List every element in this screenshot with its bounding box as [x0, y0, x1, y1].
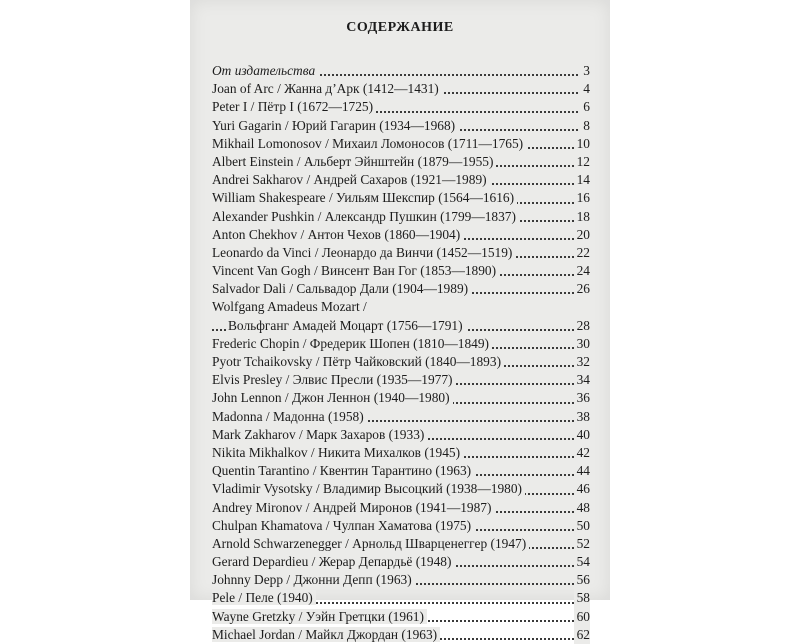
toc-entry-page-number: 56 — [574, 571, 590, 589]
toc-entry-title: От издательства — [212, 63, 318, 78]
toc-entry — [212, 535, 590, 553]
toc-entry — [212, 426, 590, 444]
toc-entry — [212, 208, 590, 226]
toc-entry — [212, 389, 590, 407]
toc-entry — [212, 335, 590, 353]
toc-entry — [212, 499, 590, 517]
toc-entry-title: Elvis Presley / Элвис Пресли (1935—1977) — [212, 372, 456, 387]
toc-entry — [212, 189, 590, 207]
toc-entry-title: Anton Chekhov / Антон Чехов (1860—1904) — [212, 227, 463, 242]
toc-entry-title: Andrey Mironov / Андрей Миронов (1941—1987) — [212, 500, 494, 515]
toc-entry-title: Chulpan Khamatova / Чулпан Хаматова (1975) — [212, 518, 474, 533]
toc-entry-page-number: 42 — [574, 444, 590, 462]
toc-entry — [212, 80, 590, 98]
toc-entry-title: Pyotr Tchaikovsky / Пётр Чайковский (1840—1893) — [212, 354, 504, 369]
toc-entry-page-number: 16 — [574, 189, 590, 207]
book-page — [190, 0, 610, 642]
toc-entry — [212, 462, 590, 480]
toc-entry-title: Frederic Chopin / Фредерик Шопен (1810—1849) — [212, 336, 492, 351]
toc-entry-title: Nikita Mikhalkov / Никита Михалков (1945) — [212, 445, 463, 460]
toc-entry-page-number: 46 — [574, 480, 590, 498]
toc-entry — [212, 317, 590, 335]
toc-entry — [212, 571, 590, 589]
toc-entry — [212, 517, 590, 535]
toc-entry-page-number: 52 — [574, 535, 590, 553]
toc-entry-page-number: 50 — [574, 517, 590, 535]
toc-entry-title: Leonardo da Vinci / Леонардо да Винчи (1452—1519) — [212, 245, 515, 260]
toc-entry-title: Gerard Depardieu / Жерар Депардьё (1948) — [212, 554, 454, 569]
toc-entry-title: Alexander Pushkin / Александр Пушкин (1799—1837) — [212, 209, 519, 224]
toc-entry-title: Pele / Пеле (1940) — [212, 590, 316, 605]
toc-entry — [212, 280, 590, 298]
toc-entry — [212, 244, 590, 262]
toc-entry — [212, 589, 590, 607]
toc-entry-page-number: 20 — [574, 226, 590, 244]
toc-entry-page-number: 54 — [574, 553, 590, 571]
toc-entry-page-number: 3 — [580, 62, 590, 80]
toc-entry-title: Mikhail Lomonosov / Михаил Ломоносов (1711—1765) — [212, 136, 526, 151]
toc-entry-page-number: 38 — [574, 408, 590, 426]
toc-entry — [212, 135, 590, 153]
toc-entry-page-number: 44 — [574, 462, 590, 480]
toc-entry-page-number: 58 — [574, 589, 590, 607]
toc-entry-page-number: 10 — [574, 135, 590, 153]
toc-entry-title: Michael Jordan / Майкл Джордан (1963) — [212, 627, 440, 642]
toc-entry — [212, 444, 590, 462]
toc-entry-title: Albert Einstein / Альберт Эйнштейн (1879—1955) — [212, 154, 496, 169]
toc-entry — [212, 98, 590, 116]
toc-entry-title: Wolfgang Amadeus Mozart / — [212, 299, 370, 314]
toc-entry — [212, 226, 590, 244]
toc-title: СОДЕРЖАНИЕ — [346, 20, 454, 35]
toc-entry-title: Peter I / Пётр I (1672—1725) — [212, 99, 376, 114]
toc-entry-title: Yuri Gagarin / Юрий Гагарин (1934—1968) — [212, 118, 458, 133]
toc-entry-title: Madonna / Мадонна (1958) — [212, 409, 367, 424]
toc-entry-title: John Lennon / Джон Леннон (1940—1980) — [212, 390, 453, 405]
table-of-contents — [212, 62, 590, 644]
toc-entry — [212, 480, 590, 498]
toc-entry-page-number: 14 — [574, 171, 590, 189]
toc-entry-page-number: 24 — [574, 262, 590, 280]
toc-entry-title: Quentin Tarantino / Квентин Тарантино (1963) — [212, 463, 474, 478]
toc-entry-page-number: 32 — [574, 353, 590, 371]
toc-entry-page-number: 26 — [574, 280, 590, 298]
toc-entry — [212, 371, 590, 389]
toc-entry-title: Arnold Schwarzenegger / Арнольд Шварценеггер (1947) — [212, 536, 529, 551]
toc-entry — [212, 62, 590, 80]
toc-entry-page-number: 40 — [574, 426, 590, 444]
toc-entry-page-number: 48 — [574, 499, 590, 517]
toc-entry-page-number: 30 — [574, 335, 590, 353]
toc-entry-page-number: 22 — [574, 244, 590, 262]
toc-entry — [212, 298, 590, 316]
toc-entry — [212, 262, 590, 280]
toc-entry — [212, 117, 590, 135]
toc-entry-page-number: 36 — [574, 389, 590, 407]
toc-entry-title: Wayne Gretzky / Уэйн Гретцки (1961) — [212, 609, 427, 624]
toc-entry — [212, 353, 590, 371]
toc-entry-title: Johnny Depp / Джонни Депп (1963) — [212, 572, 415, 587]
toc-entry-title: Joan of Arc / Жанна д’Арк (1412—1431) — [212, 81, 442, 96]
toc-entry-page-number: 60 — [574, 608, 590, 626]
toc-entry-page-number: 6 — [580, 98, 590, 116]
toc-entry-page-number: 4 — [580, 80, 590, 98]
toc-entry — [212, 153, 590, 171]
toc-entry — [212, 408, 590, 426]
toc-entry-page-number: 18 — [574, 208, 590, 226]
toc-entry-page-number: 12 — [574, 153, 590, 171]
toc-entry — [212, 626, 590, 644]
toc-entry-title: Vincent Van Gogh / Винсент Ван Гог (1853—1890) — [212, 263, 499, 278]
toc-entry-title: Mark Zakharov / Марк Захаров (1933) — [212, 427, 427, 442]
toc-entry-page-number: 8 — [580, 117, 590, 135]
toc-entry — [212, 553, 590, 571]
toc-entry-page-number: 62 — [574, 626, 590, 644]
toc-entry-page-number: 34 — [574, 371, 590, 389]
toc-entry-title: Andrei Sakharov / Андрей Сахаров (1921—1989) — [212, 172, 490, 187]
toc-entry-title: Vladimir Vysotsky / Владимир Высоцкий (1938—1980) — [212, 481, 525, 496]
toc-entry-title: Salvador Dali / Сальвадор Дали (1904—1989) — [212, 281, 471, 296]
toc-entry-page-number: 28 — [574, 317, 590, 335]
toc-entry — [212, 171, 590, 189]
toc-entry — [212, 608, 590, 626]
toc-entry-title: Вольфганг Амадей Моцарт (1756—1791) — [228, 318, 466, 333]
toc-entry-title: William Shakespeare / Уильям Шекспир (1564—1616) — [212, 190, 517, 205]
